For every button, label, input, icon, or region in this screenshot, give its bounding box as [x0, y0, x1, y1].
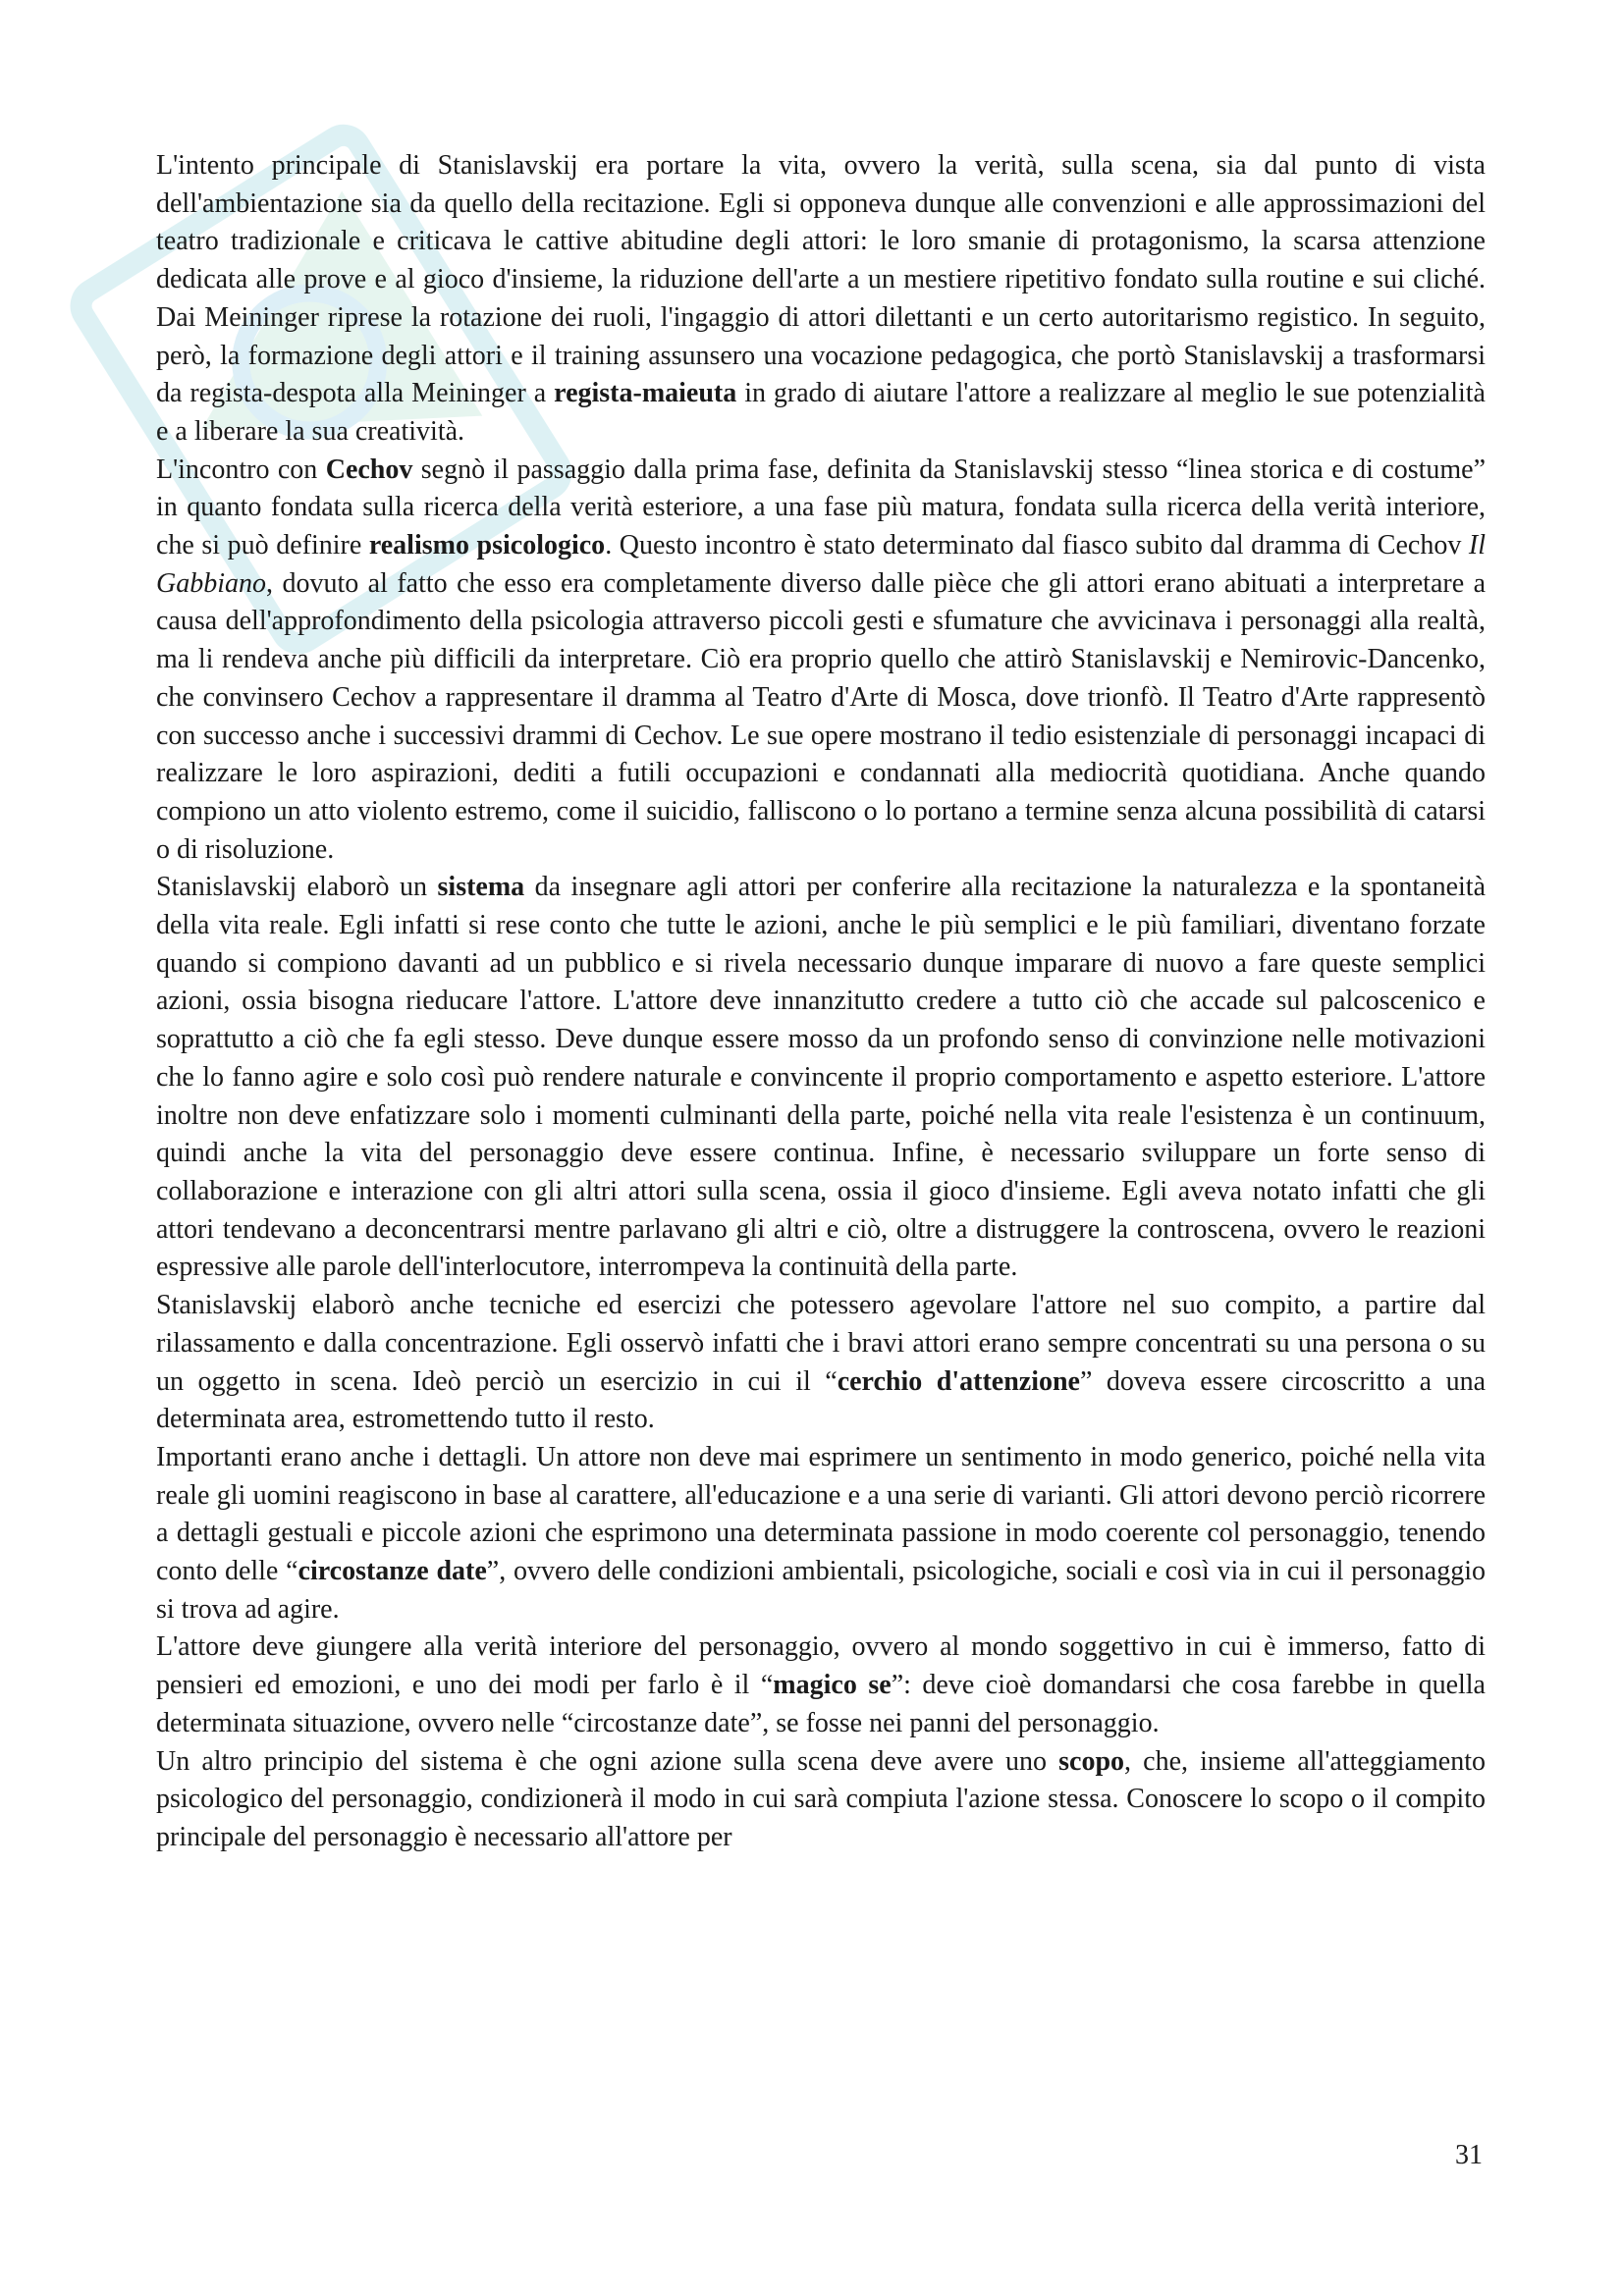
text-run: ”: deve cioè domandarsi che cosa farebbe in quella determinata situazione, ovvero nelle “circostanze date”, se fosse nei panni del personaggio.: [156, 1670, 1486, 1738]
text-run: da insegnare agli attori per conferire alla recitazione la naturalezza e la spontaneità della vita reale. Egli infatti si rese conto che tutte le azioni, anche le più semplici e le più familiari, diventano forzate quando si compiono davanti ad un pubblico e si rivela necessario dunque imparare di nuovo a fare queste semplici azioni, ossia bisogna rieducare l'attore. L'attore deve innanzitutto credere a tutto ciò che accade sul palcoscenico e soprattutto a ciò che fa egli stesso. Deve dunque essere mosso da un profondo senso di convinzione nelle motivazioni che lo fanno agire e solo così può rendere naturale e convincente il proprio comportamento e aspetto esteriore. L'attore inoltre non deve enfatizzare solo i momenti culminanti della parte, poiché nella vita reale l'esistenza è un continuum, quindi anche la vita del personaggio deve essere continua. Infine, è necessario sviluppare un forte senso di collaborazione e interazione con gli altri attori sulla scena, ossia il gioco d'insieme. Egli aveva notato infatti che gli attori tendevano a deconcentrarsi mentre parlavano gli altri e ciò, oltre a distruggere la controscena, ovvero le reazioni espressive alle parole dell'interlocutore, interrompeva la continuità della parte.: [156, 872, 1486, 1283]
paragraph: [156, 1439, 1486, 1629]
paragraph: [156, 452, 1486, 870]
paragraph: [156, 869, 1486, 1287]
text-run: in grado di aiutare l'attore a realizzare al meglio le sue potenzialità e a liberare la sua creatività.: [156, 378, 1486, 447]
document-body: [156, 147, 1486, 1857]
bold-term: scopo: [1058, 1745, 1125, 1777]
bold-term: Cechov: [325, 454, 413, 485]
bold-term: circostanze date: [298, 1556, 487, 1587]
bold-term: magico se: [773, 1670, 892, 1701]
text-run: L'intento principale di Stanislavskij era portare la vita, ovvero la verità, sulla scena, sia dal punto di vista dell'ambientazione sia da quello della recitazione. Egli si opponeva dunque alle convenzioni e alle approssimazioni del teatro tradizionale e criticava le cattive abitudine degli attori: le loro smanie di protagonismo, la scarsa attenzione dedicata alle prove e al gioco d'insieme, la riduzione dell'arte a un mestiere ripetitivo fondato sulla routine e sui cliché. Dai Meininger riprese la rotazione dei ruoli, l'ingaggio di attori dilettanti e un certo autoritarismo registico. In seguito, però, la formazione degli attori e il training assunsero una vocazione pedagogica, che portò Stanislavskij a trasformarsi da regista-despota alla Meininger a: [156, 150, 1486, 409]
text-run: ”, ovvero delle condizioni ambientali, psicologiche, sociali e così via in cui il personaggio si trova ad agire.: [156, 1556, 1486, 1625]
text-run: Importanti erano anche i dettagli. Un attore non deve mai esprimere un sentimento in modo generico, poiché nella vita reale gli uomini reagiscono in base al carattere, all'educazione e a una serie di varianti. Gli attori devono perciò ricorrere a dettagli gestuali e piccole azioni che esprimono una determinata passione in modo coerente col personaggio, tenendo conto delle “: [156, 1441, 1486, 1587]
text-run: , che, insieme all'atteggiamento psicologico del personaggio, condizionerà il modo in cui sarà compiuta l'azione stessa. Conoscere lo scopo o il compito principale del personaggio è necessario all'attore per: [156, 1745, 1486, 1852]
page-number: 31: [1455, 2140, 1483, 2170]
text-run: L'attore deve giungere alla verità interiore del personaggio, ovvero al mondo soggettivo in cui è immerso, fatto di pensieri ed emozioni, e uno dei modi per farlo è il “: [156, 1631, 1486, 1701]
text-run: L'incontro con: [156, 454, 326, 485]
text-run: ” doveva essere circoscritto a una determinata area, estromettendo tutto il resto.: [156, 1365, 1487, 1435]
italic-title: Il Gabbiano: [156, 530, 1486, 599]
text-run: segnò il passaggio dalla prima fase, definita da Stanislavskij stesso “linea storica e di costume” in quanto fondata sulla ricerca della verità esteriore, a una fase più matura, fondata sulla ricerca della verità interiore, che si può definire: [156, 454, 1487, 561]
text-run: Stanislavskij elaborò un: [156, 872, 438, 903]
paragraph: [156, 147, 1486, 452]
bold-term: cerchio d'attenzione: [837, 1365, 1080, 1397]
paragraph: [156, 1629, 1486, 1742]
paragraph: [156, 1743, 1486, 1857]
text-run: . Questo incontro è stato determinato dal fiasco subito dal dramma di Cechov: [605, 530, 1469, 561]
bold-term: sistema: [437, 872, 525, 903]
text-run: , dovuto al fatto che esso era completamente diverso dalle pièce che gli attori erano abituati a interpretare a causa dell'approfondimento della psicologia attraverso piccoli gesti e sfumature che avvicinava i personaggi alla realtà, ma li rendeva anche più difficili da interpretare. Ciò era proprio quello che attirò Stanislavskij e Nemirovic-Dancenko, che convinsero Cechov a rappresentare il dramma al Teatro d'Arte di Mosca, dove trionfò. Il Teatro d'Arte rappresentò con successo anche i successivi drammi di Cechov. Le sue opere mostrano il tedio esistenziale di personaggi incapaci di realizzare le loro aspirazioni, dediti a futili occupazioni e condannati alla mediocrità quotidiana. Anche quando compiono un atto violento estremo, come il suicidio, falliscono o lo portano a termine senza alcuna possibilità di catarsi o di risoluzione.: [156, 567, 1486, 865]
text-run: Un altro principio del sistema è che ogni azione sulla scena deve avere uno: [156, 1745, 1059, 1777]
bold-term: regista-maieuta: [554, 378, 737, 409]
paragraph: [156, 1287, 1486, 1439]
bold-term: realismo psicologico: [368, 530, 606, 561]
text-run: Stanislavskij elaborò anche tecniche ed esercizi che potessero agevolare l'attore nel suo compito, a partire dal rilassamento e dalla concentrazione. Egli osservò infatti che i bravi attori erano sempre concentrati su una persona o su un oggetto in scena. Ideò perciò un esercizio in cui il “: [156, 1290, 1486, 1397]
